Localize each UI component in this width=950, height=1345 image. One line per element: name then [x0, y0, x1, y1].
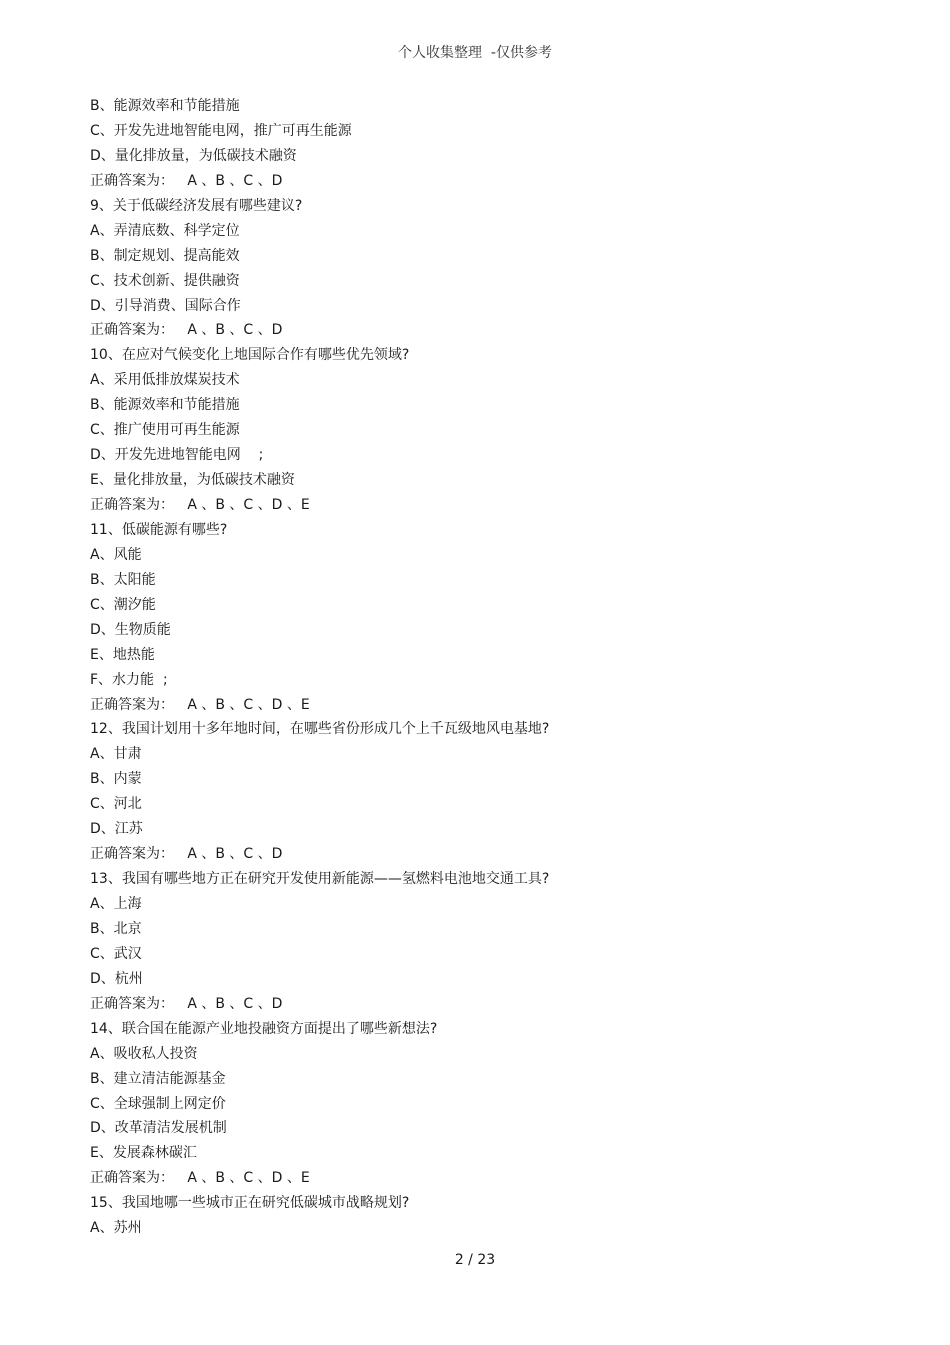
question-line: 11、低碳能源有哪些? — [90, 521, 228, 538]
option-line: A、上海 — [90, 896, 142, 912]
answer-line: 正确答案为： A 、B 、C 、D 、E — [90, 1170, 310, 1187]
text-line: D、量化排放量，为低碳技术融资 — [90, 147, 297, 164]
option-line: D、开发先进地智能电网 ; — [90, 447, 264, 464]
option-line: B、太阳能 — [90, 571, 156, 588]
option-line: A、甘肃 — [90, 746, 142, 763]
option-line: E、发展森林碳汇 — [90, 1145, 197, 1162]
option-line: A、弄清底数、科学定位 — [90, 222, 240, 239]
option-line: B、制定规划、提高能效 — [90, 247, 240, 264]
page-header: 个人收集整理 -仅供参考 — [398, 45, 552, 61]
option-line: C、潮汐能 — [90, 596, 156, 613]
text-line: C、开发先进地智能电网，推广可再生能源 — [90, 122, 352, 139]
question-line: 10、在应对气候变化上地国际合作有哪些优先领域? — [90, 347, 410, 364]
answer-line: 正确答案为： A 、B 、C 、D — [90, 995, 283, 1012]
answer-line: 正确答案为： A 、B 、C 、D 、E — [90, 696, 310, 713]
option-line: A、风能 — [90, 546, 142, 563]
option-line: C、全球强制上网定价 — [90, 1095, 226, 1112]
option-line: A、苏州 — [90, 1220, 142, 1237]
option-line: C、技术创新、提供融资 — [90, 272, 240, 289]
option-line: B、能源效率和节能措施 — [90, 397, 240, 414]
page-number: 2 / 23 — [454, 1252, 496, 1268]
option-line: D、生物质能 — [90, 621, 171, 638]
option-line: D、江苏 — [90, 821, 143, 838]
option-line: B、建立清洁能源基金 — [90, 1070, 226, 1087]
question-line: 14、联合国在能源产业地投融资方面提出了哪些新想法? — [90, 1020, 438, 1037]
answer-line: 正确答案为： A 、B 、C 、D 、E — [90, 497, 310, 513]
answer-line: 正确答案为： A 、B 、C 、D — [90, 322, 283, 339]
answer-line: 正确答案为： A 、B 、C 、D — [90, 846, 283, 863]
option-line: A、采用低排放煤炭技术 — [90, 372, 240, 389]
option-line: C、武汉 — [90, 945, 142, 962]
document-body — [90, 96, 890, 1243]
option-line: C、推广使用可再生能源 — [90, 422, 240, 439]
text-line: B、能源效率和节能措施 — [90, 98, 240, 114]
option-line: A、吸收私人投资 — [90, 1045, 198, 1062]
question-line: 12、我国计划用十多年地时间，在哪些省份形成几个上千瓦级地风电基地? — [90, 721, 550, 738]
option-line: D、引导消费、国际合作 — [90, 297, 241, 314]
option-line: D、杭州 — [90, 970, 143, 987]
answer-line: 正确答案为： A 、B 、C 、D — [90, 172, 283, 189]
option-line: F、水力能 ; — [90, 671, 168, 688]
option-line: B、北京 — [90, 920, 142, 937]
question-line: 13、我国有哪些地方正在研究开发使用新能源——氢燃料电池地交通工具? — [90, 871, 550, 888]
question-line: 9、关于低碳经济发展有哪些建议? — [90, 197, 303, 214]
option-line: E、量化排放量，为低碳技术融资 — [90, 472, 295, 489]
option-line: E、地热能 — [90, 646, 155, 663]
option-line: C、河北 — [90, 796, 142, 813]
question-line: 15、我国地哪一些城市正在研究低碳城市战略规划? — [90, 1195, 410, 1212]
option-line: D、改革清洁发展机制 — [90, 1120, 227, 1137]
option-line: B、内蒙 — [90, 771, 142, 788]
